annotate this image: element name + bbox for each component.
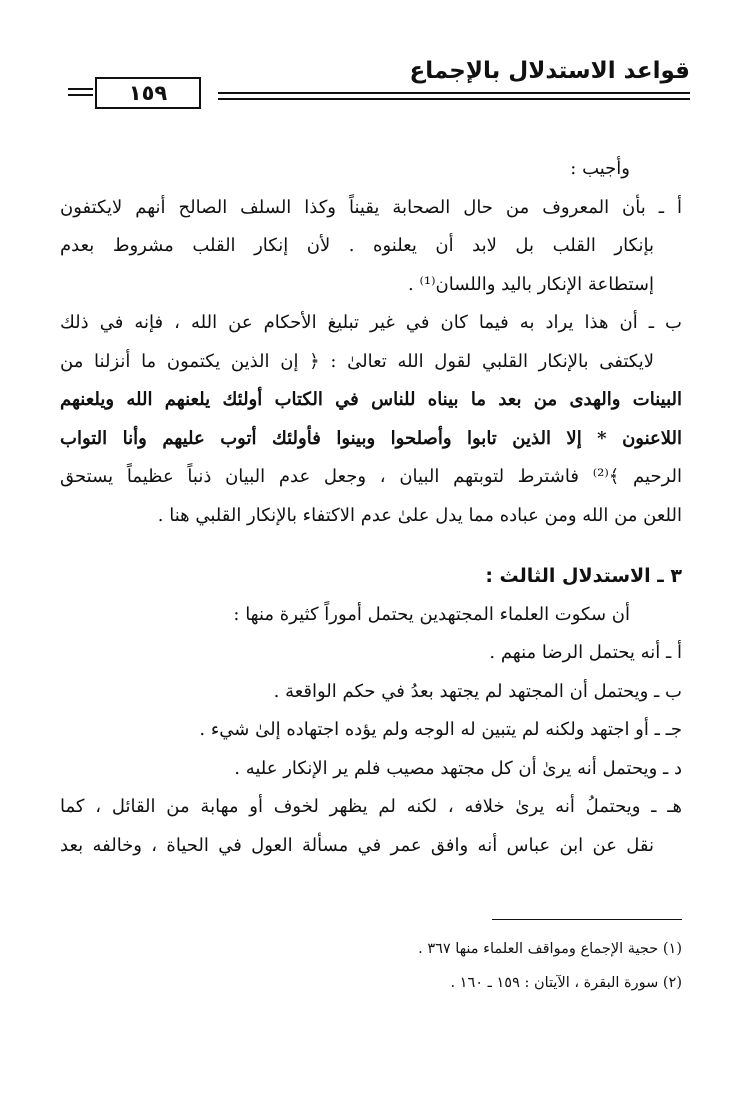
text-line: جـ ـ أو اجتهد ولكنه لم يتبين له الوجه ولم يؤده اجتهاده إلىٰ شيء . (199, 719, 682, 740)
header-rule-left (68, 88, 93, 100)
text-line: د ـ ويحتمل أنه يرىٰ أن كل مجتهد مصيب فلم ير الإنكار عليه . (234, 757, 682, 779)
text-line: نقل عن ابن عباس أنه وافق عمر في مسألة العول في الحياة ، وخالفه بعد (60, 834, 654, 856)
footnote-1: (١) حجية الإجماع ومواقف العلماء منها ٣٦٧ . (418, 941, 682, 957)
text-line: الرحيم ﴾⁽²⁾ فاشترط لتوبتهم البيان ، وجعل عدم البيان ذنباً عظيماً يستحق (60, 466, 682, 487)
page-number: ١٥٩ (95, 77, 201, 109)
text-line: وأجيب : (570, 158, 630, 179)
text-line: اللعن من الله ومن عباده مما يدل علىٰ عدم الاكتفاء بالإنكار القلبي هنا . (157, 504, 682, 526)
text-line: لايكتفى بالإنكار القلبي لقول الله تعالىٰ : ﴿ إن الذين يكتمون ما أنزلنا من (60, 350, 654, 372)
text-line: أ ـ بأن المعروف من حال الصحابة يقيناً وكذا السلف الصالح أنهم لايكتفون (60, 196, 682, 218)
text-line: بإنكار القلب بل لابد أن يعلنوه . لأن إنكار القلب مشروط بعدم (60, 235, 654, 256)
running-title: قواعد الاستدلال بالإجماع (409, 58, 690, 84)
footnotes (60, 932, 682, 1000)
text-line: البينات والهدى من بعد ما بيناه للناس في الكتاب أولئك يلعنهم الله ويلعنهم (60, 389, 682, 410)
text-line: ب ـ أن هذا يراد به فيما كان في غير تبليغ الأحكام عن الله ، فإنه في ذلك (60, 312, 682, 333)
text-line: أن سكوت العلماء المجتهدين يحتمل أموراً كثيرة منها : (233, 603, 630, 625)
header-rule-upper (218, 92, 690, 94)
footnote-2: (٢) سورة البقرة ، الآيتان : ١٥٩ ـ ١٦٠ . (450, 975, 682, 991)
page-header (68, 60, 690, 108)
text-line: اللاعنون * إلا الذين تابوا وأصلحوا وبينوا فأولئك أتوب عليهم وأنا التواب (60, 427, 682, 449)
section-heading: ٣ ـ الاستدلال الثالث : (485, 565, 682, 587)
text-line: إستطاعة الإنكار باليد واللسان⁽¹⁾ . (408, 273, 654, 295)
text-line: أ ـ أنه يحتمل الرضا منهم . (489, 642, 682, 663)
footnote-separator (492, 919, 682, 920)
text-line: هـ ـ ويحتملُ أنه يرىٰ خلافه ، لكنه لم يظهر لخوف أو مهابة من القائل ، كما (60, 796, 682, 817)
main-text (60, 150, 682, 865)
text-line: ب ـ ويحتمل أن المجتهد لم يجتهد بعدُ في حكم الواقعة . (273, 680, 682, 702)
header-rule-lower (218, 98, 690, 100)
